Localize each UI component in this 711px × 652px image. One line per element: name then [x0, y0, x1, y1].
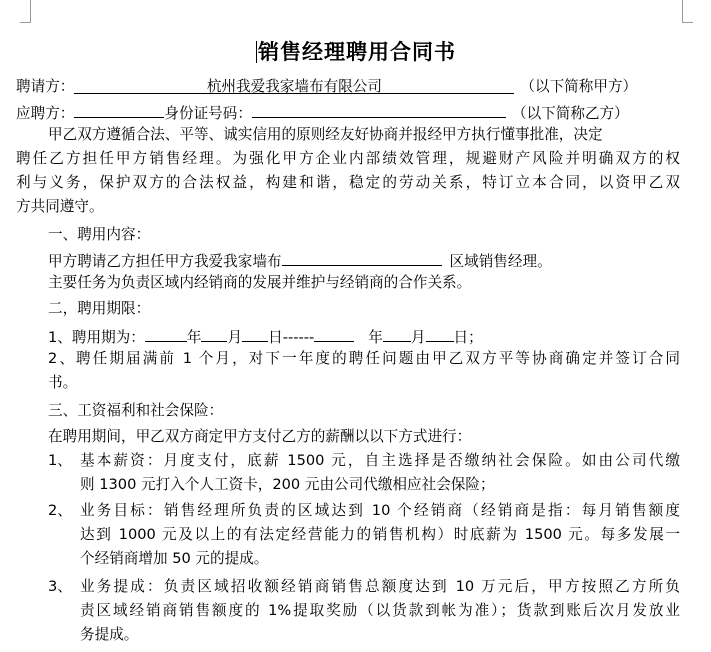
term-line: 1、聘用期为： 年 月 日------ 年 月 日；	[48, 324, 483, 349]
term-item-2-line-2: 书。	[48, 374, 78, 391]
page-corner-mark-left	[20, 0, 31, 23]
item-3-line-1: 业务提成：负责区域招收额经销商销售总额度达到 10 万元后，甲方按照乙方所负	[80, 578, 680, 595]
item-3-line-2: 责区域经销商销售额度的 1%提取奖励（以货款到帐为准）；货款到账后次月发放业	[80, 602, 680, 619]
party-b-label: 应聘方：	[16, 105, 75, 122]
start-month-field[interactable]	[201, 324, 227, 342]
party-a-name-field[interactable]: 杭州我爱我家墙布有限公司	[74, 76, 514, 94]
item-1-line-1: 基本薪资：月度支付，底薪 1500 元，自主选择是否缴纳社会保险。如由公司代缴	[80, 452, 680, 469]
party-a-label: 聘请方：	[16, 78, 75, 95]
end-month-field[interactable]	[383, 324, 411, 342]
end-day-field[interactable]	[426, 324, 454, 342]
party-b-note: （以下简称乙方）	[511, 105, 629, 122]
party-b-line	[16, 100, 629, 125]
party-a-line	[16, 76, 637, 98]
item-2-line-2: 达到 1000 元及以上的有法定经营能力的销售机构）时底薪为 1500 元。每多发展一	[80, 526, 680, 543]
item-3-line-3: 务提成。	[80, 626, 139, 643]
section-3-heading: 三、工资福利和社会保险：	[48, 402, 224, 419]
section-3-intro: 在聘用期间，甲乙双方商定甲方支付乙方的薪酬以以下方式进行：	[48, 428, 472, 445]
intro-line-3: 利与义务，保护双方的合法权益，构建和谐，稳定的劳动关系，特订立本合同，以资甲乙双	[16, 174, 680, 191]
intro-line-1: 甲乙双方遵循合法、平等、诚实信用的原则经友好协商并报经甲方执行懂事批准，决定	[48, 126, 603, 143]
end-year-field[interactable]	[314, 324, 354, 342]
text-cursor	[256, 41, 257, 63]
section-1-line-2: 主要任务为负责区域内经销商的发展并维护与经销商的合作关系。	[48, 274, 472, 291]
section-1-heading: 一、聘用内容：	[48, 226, 151, 243]
party-b-id-field[interactable]	[252, 100, 506, 118]
party-a-note: （以下简称甲方）	[520, 78, 638, 95]
item-2-line-1: 业务目标：销售经理所负责的区域达到 10 个经销商（经销商是指：每月销售额度	[80, 502, 680, 519]
section-1-line-1: 甲方聘请乙方担任甲方我爱我家墙布 区域销售经理。	[48, 248, 552, 273]
term-item-2-line-1: 2、聘任期届满前 1 个月，对下一年度的聘任问题由甲乙双方平等协商确定并签订合同	[48, 350, 680, 367]
region-field[interactable]	[282, 248, 442, 266]
item-2-line-3: 个经销商增加 50 元的提成。	[80, 550, 269, 567]
item-3-number: 3、	[48, 578, 72, 595]
item-2-number: 2、	[48, 502, 72, 519]
intro-line-4: 方共同遵守。	[16, 198, 104, 215]
page-corner-mark-right	[682, 0, 693, 23]
item-1-line-2: 则 1300 元打入个人工资卡，200 元由公司代缴相应社会保险；	[80, 476, 495, 493]
start-year-field[interactable]	[145, 324, 187, 342]
document-title: 销售经理聘用合同书	[258, 40, 456, 64]
party-b-id-label: 身份证号码：	[164, 105, 252, 122]
section-2-heading: 二，聘用期限：	[48, 300, 151, 317]
party-b-name-field[interactable]	[74, 100, 164, 118]
item-1-number: 1、	[48, 452, 72, 469]
intro-line-2: 聘任乙方担任甲方销售经理。为强化甲方企业内部绩效管理，规避财产风险并明确双方的权	[16, 150, 680, 167]
start-day-field[interactable]	[242, 324, 268, 342]
